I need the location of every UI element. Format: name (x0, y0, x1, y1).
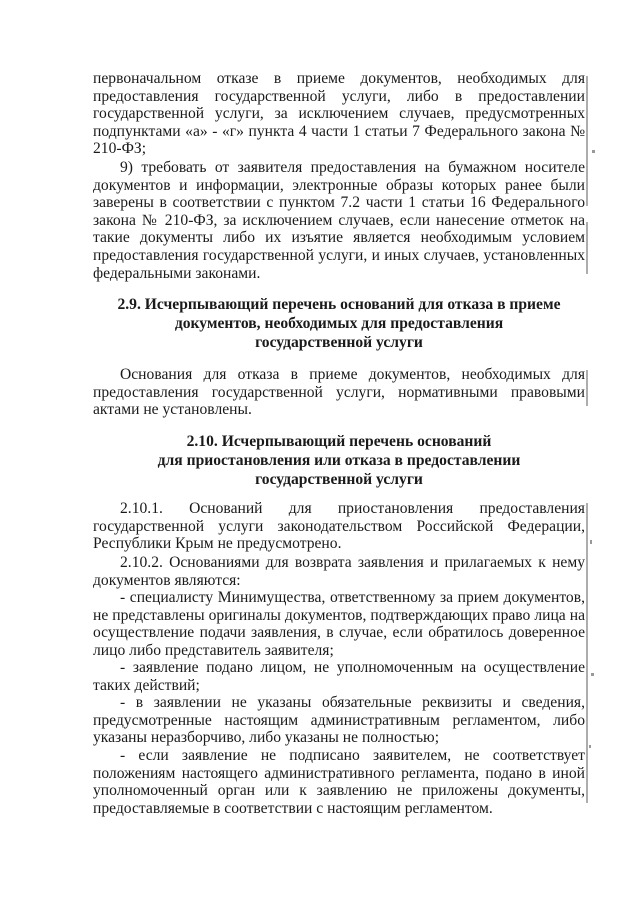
paragraph-2-10-1: 2.10.1. Оснований для приостановления предоставления государственной услуги законодательством Российской Федерации, Республики Крым не предусмотрено. (93, 500, 585, 553)
section-2-9-heading-line1: 2.9. Исчерпывающий перечень оснований для отказа в приеме (117, 296, 561, 313)
section-2-9-heading-line2: документов, необходимых для предоставления (174, 315, 504, 332)
section-2-10-heading-line2: для приостановления или отказа в предоставлении (157, 452, 521, 469)
scan-speck (590, 540, 592, 544)
bullet-item-4: - если заявление не подписано заявителем, не соответствует положениям настоящего административного регламента, подано в иной уполномоченный орган или к заявлению не приложены документы, предоставляемые в соответствии с настоящим регламентом. (93, 747, 585, 817)
scan-edge-line (586, 76, 588, 206)
item-9-paragraph: 9) требовать от заявителя предоставления на бумажном носителе документов и информации, электронные образы которых ранее были заверены в соответствии с пунктом 7.2 части 1 статьи 16 Федерального закона № 210-ФЗ, за исключением случаев, если нанесение отметок на такие документы либо их изъятие является необходимым условием предоставления государственной услуги, и иных случаев, установленных федеральными законами. (93, 159, 585, 282)
section-2-9-heading (93, 295, 585, 352)
scan-edge-line (586, 503, 588, 803)
scan-speck (592, 150, 595, 153)
paragraph-2-10-2: 2.10.2. Основаниями для возврата заявления и прилагаемых к нему документов являются: (93, 554, 585, 589)
section-2-10-heading (93, 432, 585, 489)
section-2-9-heading-line3: государственной услуги (255, 334, 423, 351)
scan-speck (591, 673, 594, 676)
scan-edge-line (586, 222, 588, 274)
scan-speck (589, 745, 591, 748)
section-2-10-heading-line1: 2.10. Исчерпывающий перечень оснований (186, 433, 492, 450)
bullet-item-1: - специалисту Минимущества, ответственному за прием документов, не представлены оригиналы документов, подтверждающих право лица на осуществление подачи заявления, в случае, если обратилось доверенное лицо либо представитель заявителя; (93, 589, 585, 659)
section-2-10-heading-line3: государственной услуги (255, 471, 423, 488)
bullet-item-2: - заявление подано лицом, не уполномоченным на осуществление таких действий; (93, 659, 585, 694)
intro-paragraph: первоначальном отказе в приеме документов, необходимых для предоставления государственной услуги, либо в предоставлении государственной услуги, за исключением случаев, предусмотренных подпунктами «а» - «г» пункта 4 части 1 статьи 7 Федерального закона № 210-ФЗ; (93, 70, 585, 158)
section-2-9-body: Основания для отказа в приеме документов, необходимых для предоставления государственной услуги, нормативными правовыми актами не установлены. (93, 366, 585, 419)
bullet-item-3: - в заявлении не указаны обязательные реквизиты и сведения, предусмотренные настоящим административным регламентом, либо указаны неразборчиво, либо указаны не полностью; (93, 694, 585, 747)
scan-edge-line (586, 370, 588, 406)
